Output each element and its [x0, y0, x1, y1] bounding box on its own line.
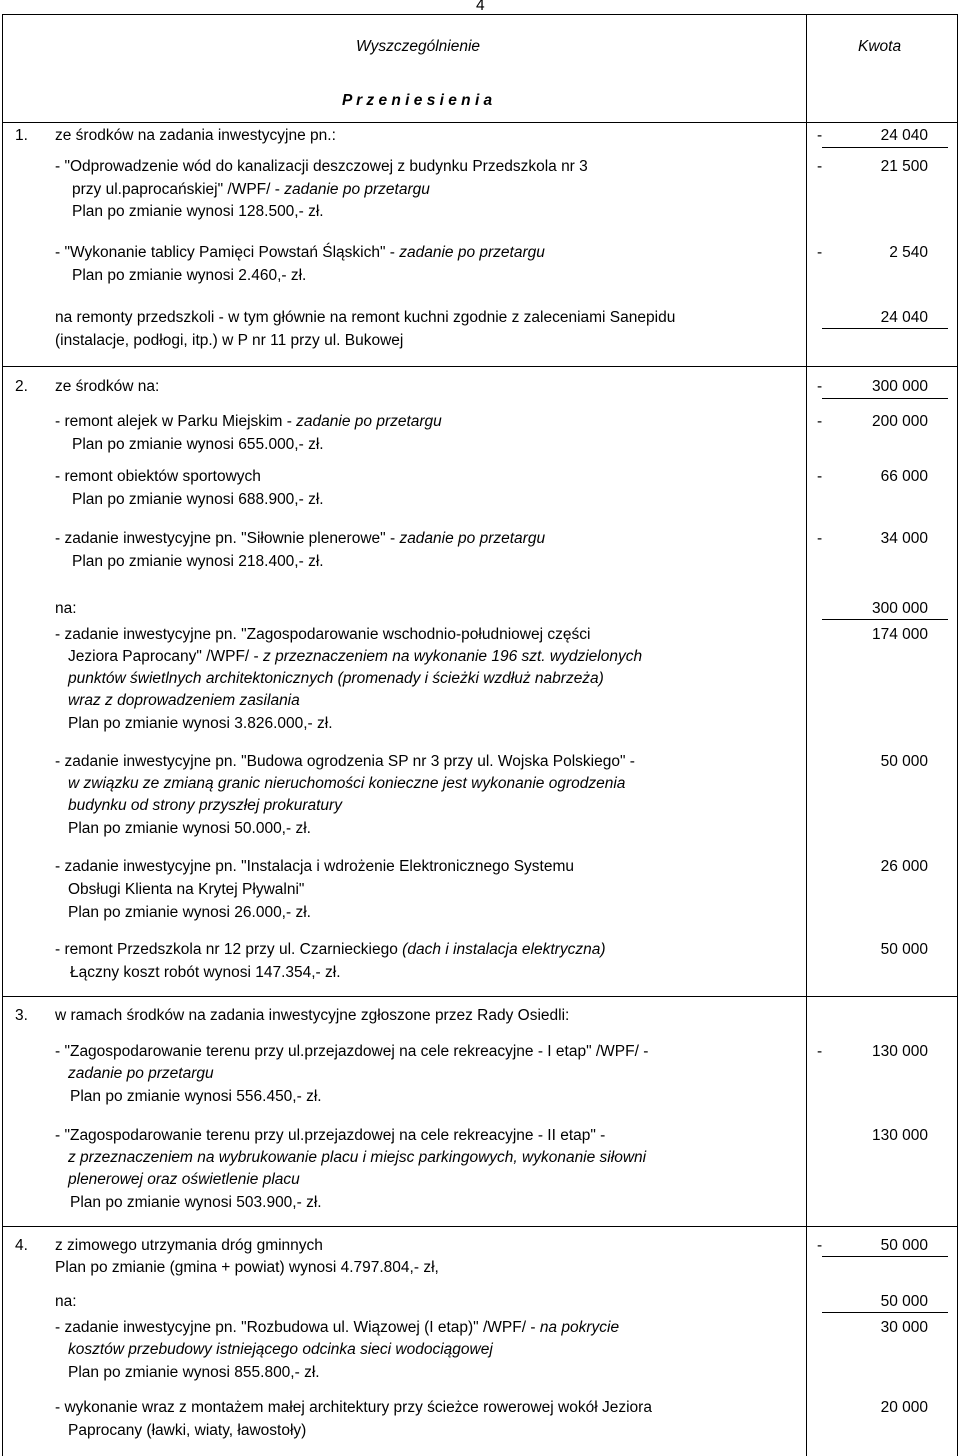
item-1-1-dash: - — [817, 158, 823, 175]
item-2-na-4-line1: - remont Przedszkola nr 12 przy ul. Czarnieckiego (dach i instalacja elektryczna) — [55, 941, 606, 958]
item-2-na-2-amount: 50 000 — [880, 753, 928, 770]
table-left-border — [2, 14, 3, 1456]
section-4-title-line2: Plan po zmianie (gmina + powiat) wynosi 4.797.804,- zł, — [55, 1259, 439, 1276]
section-1-amount: 24 040 — [880, 127, 928, 144]
item-4-na-1-line1: - zadanie inwestycyjne pn. "Rozbudowa ul. Wiązowej (I etap)" /WPF/ - na pokrycie — [55, 1319, 620, 1336]
item-4-na-2-line2: Paprocany (ławki, wiaty, ławostoły) — [68, 1422, 307, 1439]
section-2-separator — [2, 996, 958, 997]
item-1-2-dash: - — [817, 244, 823, 261]
section-1-dash: - — [817, 127, 823, 144]
section-3-separator — [2, 1226, 958, 1227]
item-4-na-1-line3: Plan po zmianie wynosi 855.800,- zł. — [68, 1364, 320, 1381]
item-3-2-line3: plenerowej oraz oświetlenie placu — [68, 1171, 300, 1188]
item-2-1-line1: - remont alejek w Parku Miejskim - zadanie po przetargu — [55, 413, 442, 430]
section-4-amount-underline — [822, 1256, 948, 1257]
item-1-1-line2: przy ul.paprocańskiej" /WPF/ - zadanie po przetargu — [72, 181, 430, 198]
item-3-1-line2: zadanie po przetargu — [68, 1065, 214, 1082]
item-3-1-line1: - "Zagospodarowanie terenu przy ul.przejazdowej na cele rekreacyjne - I etap" /WPF/ - — [55, 1043, 649, 1060]
item-1-2-line2: Plan po zmianie wynosi 2.460,- zł. — [72, 267, 307, 284]
section-2-amount: 300 000 — [871, 378, 928, 395]
item-3-2-amount: 130 000 — [871, 1127, 928, 1144]
item-2-na-2-line1: - zadanie inwestycyjne pn. "Budowa ogrodzenia SP nr 3 przy ul. Wojska Polskiego" - — [55, 753, 635, 770]
table-top-border — [2, 14, 958, 15]
item-4-na-1-line2: kosztów przebudowy istniejącego odcinka sieci wodociągowej — [68, 1341, 493, 1358]
item-3-2-line4: Plan po zmianie wynosi 503.900,- zł. — [70, 1194, 322, 1211]
item-2-2-amount: 66 000 — [880, 468, 928, 485]
section-2-na-amount-underline — [822, 619, 948, 620]
section-1-number: 1. — [15, 127, 28, 144]
item-1-1-amount: 21 500 — [880, 158, 928, 175]
item-2-na-4-line2: Łączny koszt robót wynosi 147.354,- zł. — [70, 964, 341, 981]
item-2-1-dash: - — [817, 413, 823, 430]
item-1-3-line2: (instalacje, podłogi, itp.) w P nr 11 przy ul. Bukowej — [55, 332, 404, 349]
item-1-1-line1: - "Odprowadzenie wód do kanalizacji deszczowej z budynku Przedszkola nr 3 — [55, 158, 588, 175]
item-2-na-2-line3: budynku od strony przyszłej prokuratury — [68, 797, 342, 814]
item-2-1-line2: Plan po zmianie wynosi 655.000,- zł. — [72, 436, 324, 453]
item-2-na-3-line1: - zadanie inwestycyjne pn. "Instalacja i wdrożenie Elektronicznego Systemu — [55, 858, 574, 875]
section-1-separator — [2, 366, 958, 367]
section-4-dash: - — [817, 1237, 823, 1254]
item-2-na-1-line4: wraz z doprowadzeniem zasilania — [68, 692, 300, 709]
item-2-2-line1: - remont obiektów sportowych — [55, 468, 261, 485]
item-3-2-line2: z przeznaczeniem na wybrukowanie placu i miejsc parkingowych, wykonanie siłowni — [68, 1149, 647, 1166]
section-4-amount: 50 000 — [880, 1237, 928, 1254]
item-1-3-amount: 24 040 — [880, 309, 928, 326]
table-right-border — [957, 14, 958, 1456]
item-2-3-dash: - — [817, 530, 823, 547]
item-3-1-line3: Plan po zmianie wynosi 556.450,- zł. — [70, 1088, 322, 1105]
item-3-1-dash: - — [817, 1043, 823, 1060]
section-1-title: ze środków na zadania inwestycyjne pn.: — [55, 127, 336, 144]
section-2-amount-underline — [822, 398, 948, 399]
item-1-3-amount-underline — [822, 328, 948, 329]
item-2-3-line1: - zadanie inwestycyjne pn. "Siłownie plenerowe" - zadanie po przetargu — [55, 530, 546, 547]
item-2-na-1-line2: Jeziora Paprocany" /WPF/ - z przeznaczeniem na wykonanie 196 szt. wydzielonych — [68, 648, 643, 665]
item-1-3-line1: na remonty przedszkoli - w tym głównie na remont kuchni zgodnie z zaleceniami Sanepidu — [55, 309, 676, 326]
section-2-na-amount: 300 000 — [871, 600, 928, 617]
item-3-2-line1: - "Zagospodarowanie terenu przy ul.przejazdowej na cele rekreacyjne - II etap" - — [55, 1127, 606, 1144]
item-2-na-1-amount: 174 000 — [871, 626, 928, 643]
section-3-number: 3. — [15, 1007, 28, 1024]
item-2-na-1-line5: Plan po zmianie wynosi 3.826.000,- zł. — [68, 715, 333, 732]
item-1-2-line1: - "Wykonanie tablicy Pamięci Powstań Śląskich" - zadanie po przetargu — [55, 244, 545, 261]
section-2-title: ze środków na: — [55, 378, 160, 395]
section-2-number: 2. — [15, 378, 28, 395]
header-separator — [2, 122, 958, 123]
section-3-title: w ramach środków na zadania inwestycyjne zgłoszone przez Rady Osiedli: — [55, 1007, 570, 1024]
item-2-na-2-line4: Plan po zmianie wynosi 50.000,- zł. — [68, 820, 311, 837]
item-2-2-dash: - — [817, 468, 823, 485]
section-4-na-label: na: — [55, 1293, 77, 1310]
item-2-na-1-line1: - zadanie inwestycyjne pn. "Zagospodarowanie wschodnio-południowej części — [55, 626, 591, 643]
item-2-na-4-amount: 50 000 — [880, 941, 928, 958]
item-1-2-amount: 2 540 — [889, 244, 928, 261]
item-2-na-1-line3: punktów świetlnych architektonicznych (promenady i ścieżki wzdłuż nabrzeża) — [68, 670, 604, 687]
amount-column-divider — [806, 14, 807, 1456]
section-2-dash: - — [817, 378, 823, 395]
page-number: 4 — [476, 0, 485, 14]
section-4-na-amount: 50 000 — [880, 1293, 928, 1310]
item-2-na-3-amount: 26 000 — [880, 858, 928, 875]
section-4-number: 4. — [15, 1237, 28, 1254]
section-4-title: z zimowego utrzymania dróg gminnych — [55, 1237, 323, 1254]
column-header-description: Wyszczególnienie — [356, 38, 481, 55]
section-1-amount-underline — [822, 147, 948, 148]
item-2-1-amount: 200 000 — [871, 413, 928, 430]
item-4-na-1-amount: 30 000 — [880, 1319, 928, 1336]
item-3-1-amount: 130 000 — [871, 1043, 928, 1060]
item-2-3-line2: Plan po zmianie wynosi 218.400,- zł. — [72, 553, 324, 570]
item-2-3-amount: 34 000 — [880, 530, 928, 547]
item-4-na-2-line1: - wykonanie wraz z montażem małej architektury przy ścieżce rowerowej wokół Jeziora — [55, 1399, 652, 1416]
item-4-na-2-amount: 20 000 — [880, 1399, 928, 1416]
section-2-na-label: na: — [55, 600, 77, 617]
item-2-na-2-line2: w związku ze zmianą granic nieruchomości konieczne jest wykonanie ogrodzenia — [68, 775, 626, 792]
item-2-2-line2: Plan po zmianie wynosi 688.900,- zł. — [72, 491, 324, 508]
section-4-na-amount-underline — [822, 1312, 948, 1313]
item-2-na-3-line3: Plan po zmianie wynosi 26.000,- zł. — [68, 904, 311, 921]
column-header-amount: Kwota — [858, 38, 902, 55]
section-title: P r z e n i e s i e n i a — [342, 92, 493, 109]
item-1-1-line3: Plan po zmianie wynosi 128.500,- zł. — [72, 203, 324, 220]
item-2-na-3-line2: Obsługi Klienta na Krytej Pływalni" — [68, 881, 305, 898]
